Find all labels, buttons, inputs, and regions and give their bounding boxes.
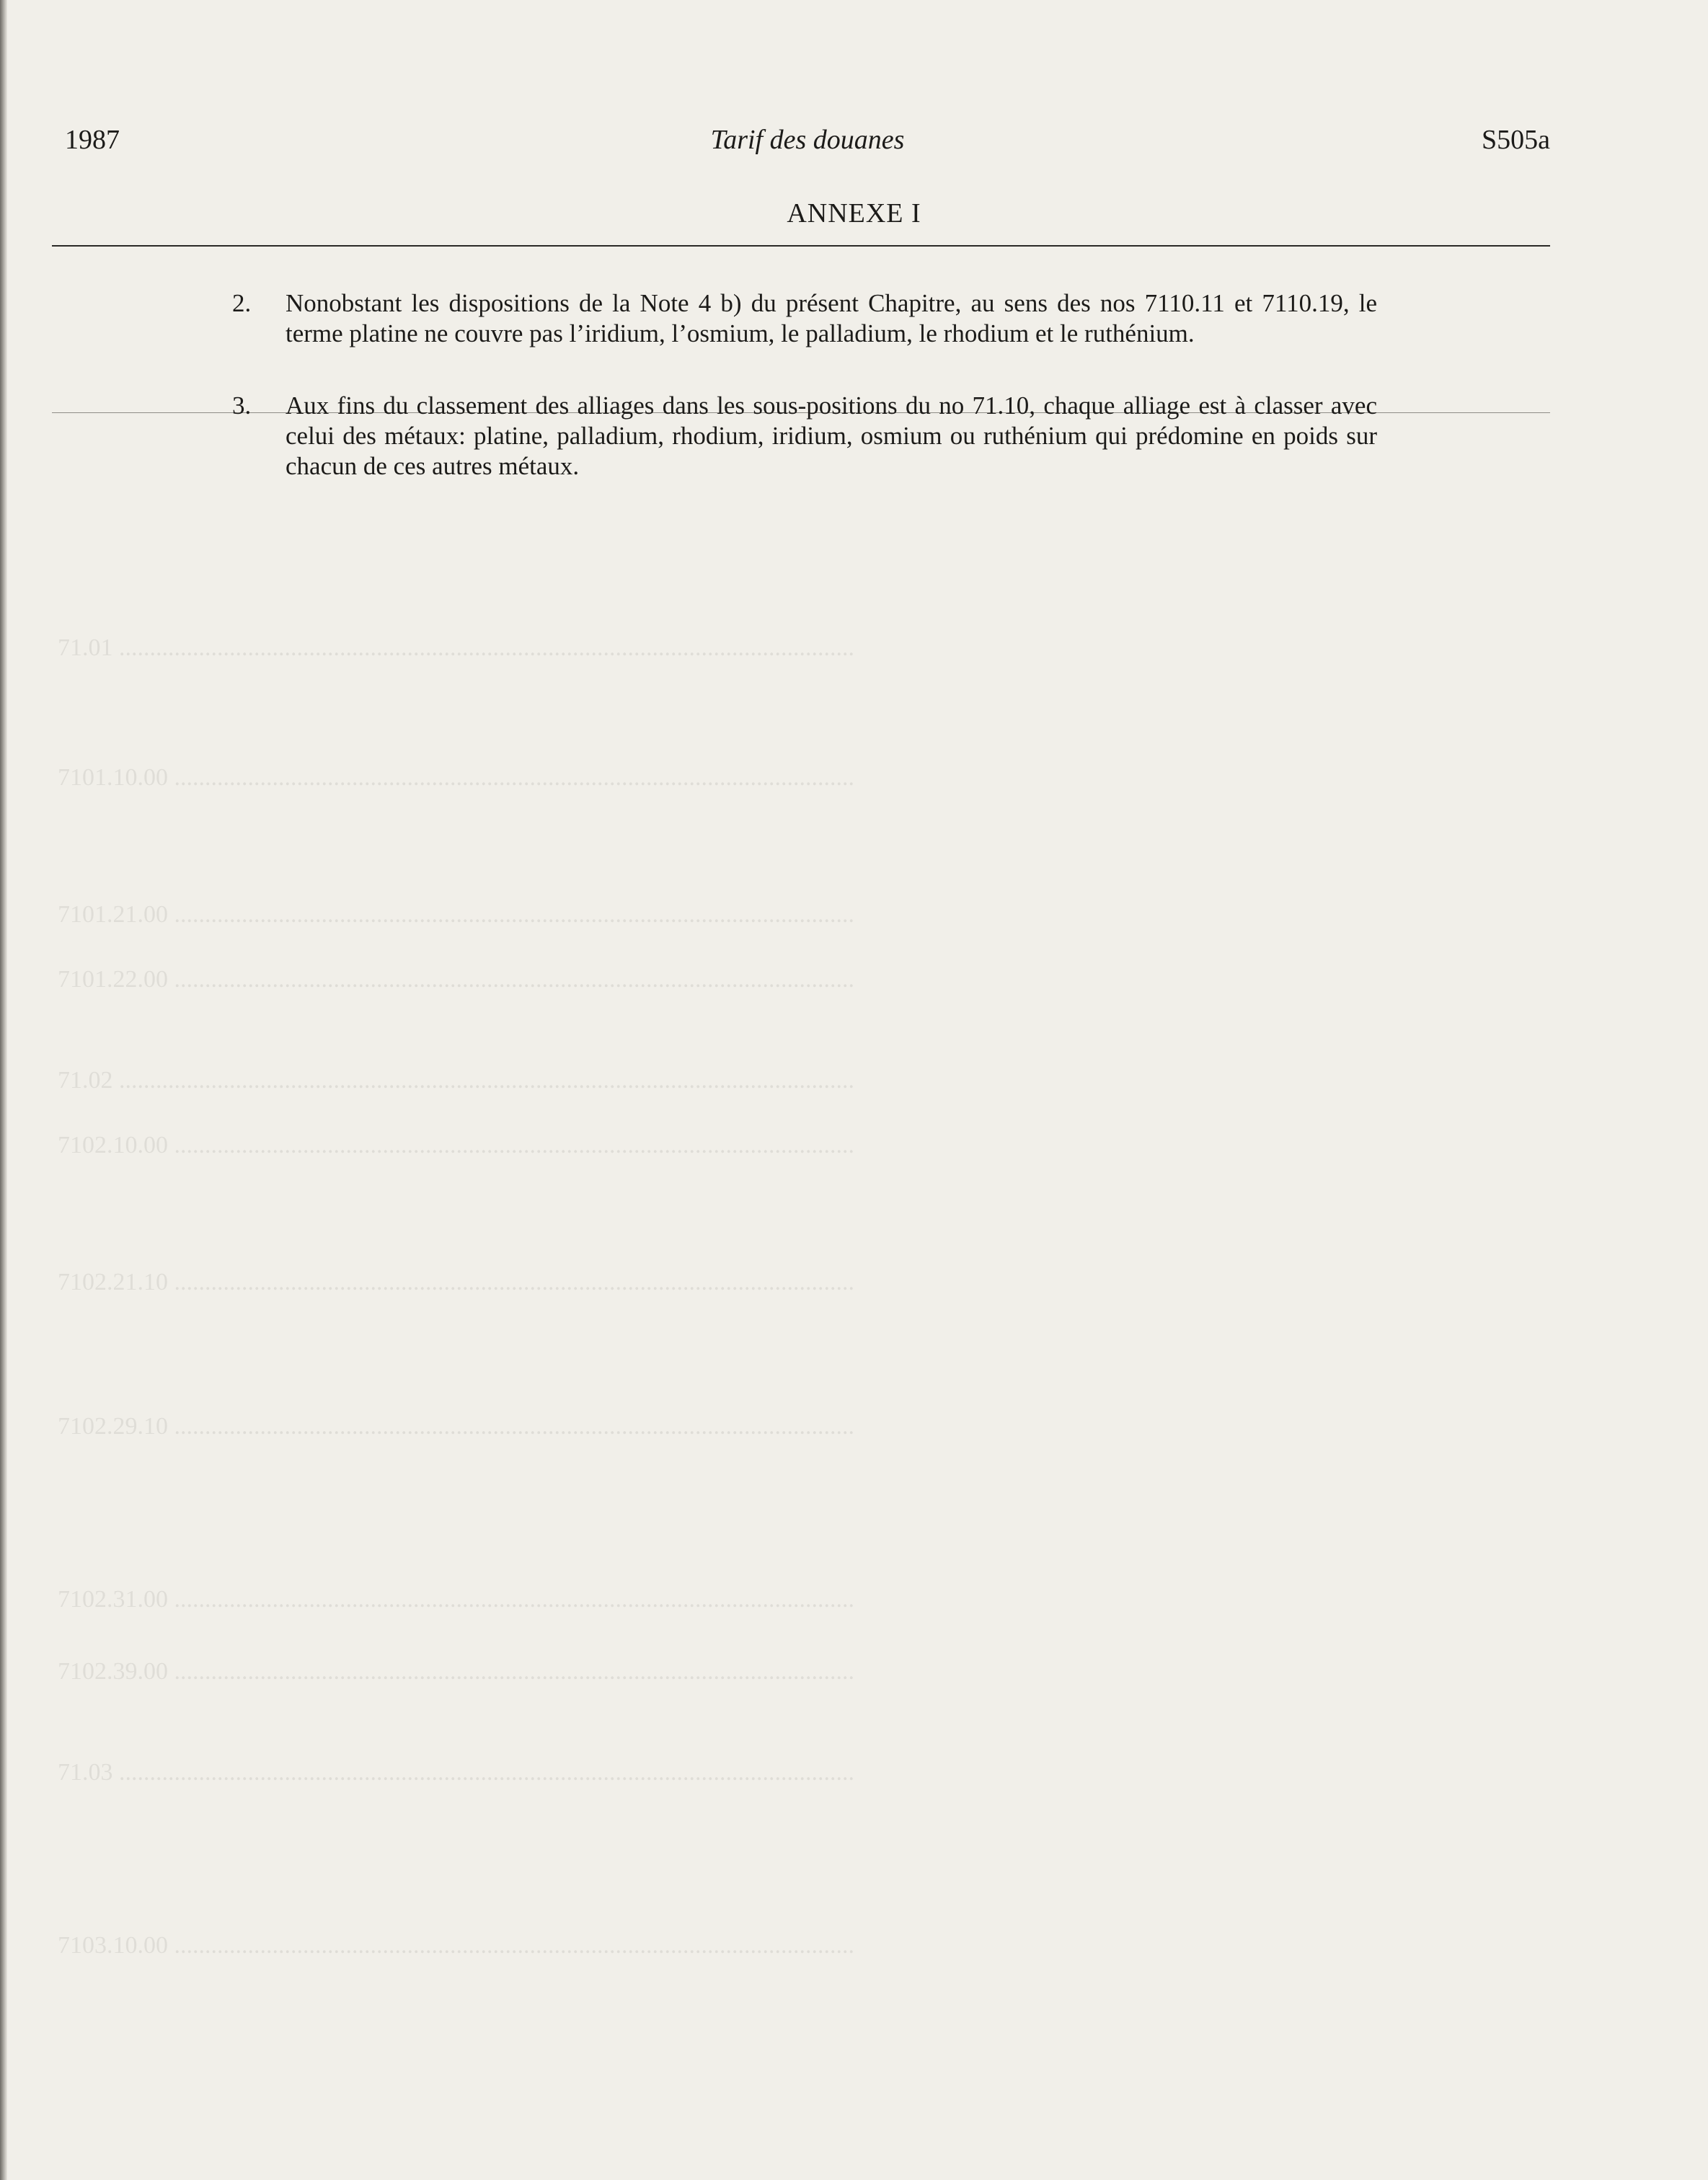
note-item [224, 288, 1377, 349]
header-title: Tarif des douanes [710, 125, 905, 155]
note-number: 2. [232, 289, 252, 317]
note-item [224, 391, 1377, 482]
note-number: 3. [232, 391, 252, 420]
show-through-texture: 71.01 ........................................................................................................................ 7101.10.00 ............................................................................................................... 7101.21.00 ............................................................................................................... 7101.22.00 ............................................................................................................... 71.02 ........................................................................................................................ 7102.10.00 ............................................................................................................... 7102.21.10 ............................................................................................................... 7102.29.10 ............................................................................................................... 7102.31.00 ............................................................................................................... 7102.39.00 ............................................................................................................... 71.03 ........................................................................................................................ 7103.10.00 ............................................................................................................... [58, 634, 854, 1959]
header-year: 1987 [65, 125, 120, 155]
header-page-ref: S505a [1482, 125, 1550, 155]
note-text: Aux fins du classement des alliages dans les sous-positions du no 71.10, chaque alliage est à classer avec celui des métaux: platine, palladium, rhodium, iridium, osmium ou ruthénium qui prédomine en poids sur chacun de ces autres métaux. [286, 391, 1377, 480]
annex-title: ANNEXE I [787, 198, 921, 229]
note-text: Nonobstant les dispositions de la Note 4 b) du présent Chapitre, au sens des nos 7110.11 et 7110.19, le terme platine ne couvre pas l’iridium, l’osmium, le palladium, le rhodium et le ruthénium. [286, 289, 1377, 347]
header-rule [52, 245, 1550, 247]
notes-section [224, 288, 1377, 523]
binding-edge [0, 0, 7, 2180]
running-header [65, 124, 1550, 167]
